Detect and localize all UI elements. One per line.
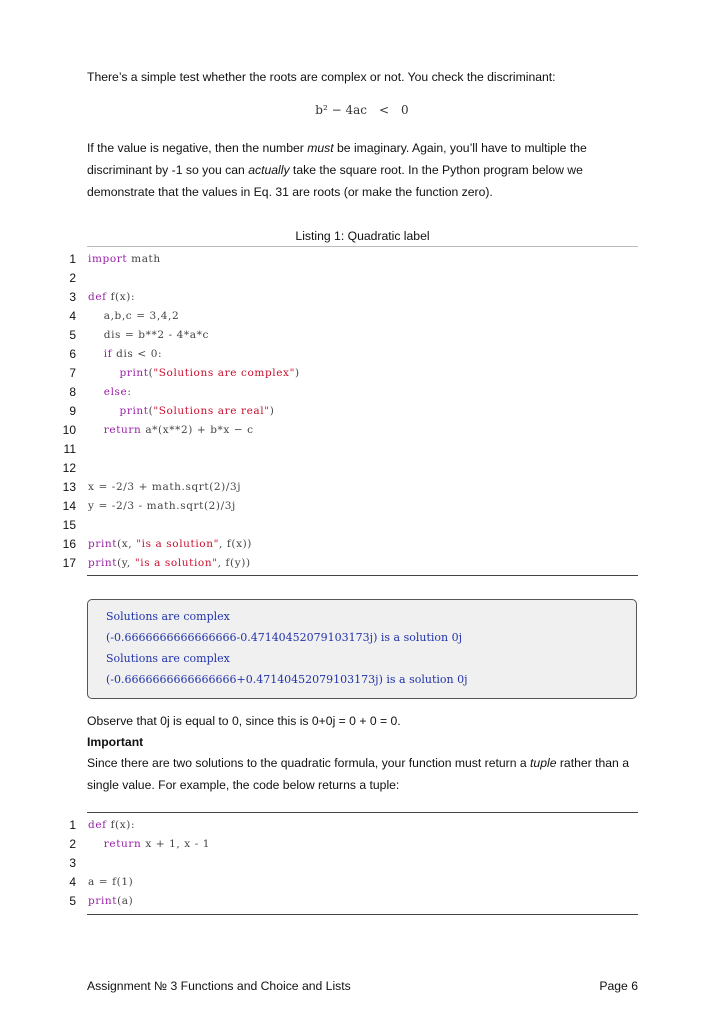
- code-text: print(x, "is a solution", f(x)): [88, 538, 253, 550]
- line-number: 6: [69, 347, 76, 361]
- code-text: def f(x):: [88, 291, 136, 303]
- code-line: [0, 816, 724, 835]
- line-number: 14: [62, 499, 76, 513]
- formula-operator: <: [378, 103, 390, 117]
- para-text: take the square root. In the Python program below we demonstrate that the values in Eq. 31 are roots (or make the function zero).: [87, 163, 583, 199]
- line-number: 3: [69, 290, 76, 304]
- code-text: if dis < 0:: [103, 348, 163, 360]
- formula-rhs: 0: [401, 103, 409, 117]
- explanation-paragraph: [87, 137, 638, 203]
- code-line: [0, 307, 724, 326]
- line-number: 17: [62, 556, 76, 570]
- code-text: else:: [103, 386, 132, 398]
- listing2-bottom-rule: [87, 914, 638, 915]
- line-number: 9: [69, 404, 76, 418]
- page-number: Page 6: [599, 979, 638, 993]
- code-text: return a*(x**2) + b*x − c: [103, 424, 254, 436]
- line-number: 12: [62, 461, 76, 475]
- observe-paragraph: Observe that 0j is equal to 0, since this is 0+0j = 0 + 0 = 0.: [87, 714, 401, 728]
- discriminant-formula: [0, 103, 724, 117]
- code-line: [0, 250, 724, 269]
- emphasis-actually: actually: [248, 163, 290, 177]
- code-line: [0, 326, 724, 345]
- emphasis-must: must: [307, 141, 334, 155]
- code-text: import math: [88, 253, 161, 265]
- line-number: 16: [62, 537, 76, 551]
- code-line: [0, 478, 724, 497]
- emphasis-tuple: tuple: [530, 756, 557, 770]
- listing-bottom-rule: [87, 575, 638, 576]
- code-line: [0, 364, 724, 383]
- output-line: (-0.6666666666666666+0.47140452079103173j) is a solution 0j: [106, 673, 468, 686]
- code-text: return x + 1, x - 1: [103, 838, 211, 850]
- code-line: [0, 554, 724, 573]
- code-text: a,b,c = 3,4,2: [88, 310, 180, 322]
- output-box: [87, 599, 637, 699]
- code-text: print(y, "is a solution", f(y)): [88, 557, 251, 569]
- listing-top-rule: [87, 246, 638, 247]
- code-line: [0, 892, 724, 911]
- line-number: 11: [63, 442, 76, 456]
- code-line: [0, 345, 724, 364]
- para-text: If the value is negative, then the number: [87, 141, 308, 155]
- line-number: 3: [69, 856, 76, 870]
- code-line: [0, 440, 724, 459]
- line-number: 1: [69, 252, 76, 266]
- code-text: def f(x):: [88, 819, 136, 831]
- code-line: [0, 402, 724, 421]
- code-line: [0, 516, 724, 535]
- line-number: 8: [69, 385, 76, 399]
- code-text: print(a): [88, 895, 134, 907]
- line-number: 2: [69, 271, 76, 285]
- para-text: Since there are two solutions to the quadratic formula, your function must return a: [87, 756, 531, 770]
- code-text: print("Solutions are real"): [119, 405, 275, 417]
- important-heading: Important: [87, 735, 144, 749]
- code-text: dis = b**2 - 4*a*c: [88, 329, 209, 341]
- code-line: [0, 854, 724, 873]
- formula-lhs: b² − 4ac: [315, 103, 367, 117]
- important-paragraph: [87, 752, 638, 796]
- code-text: y = -2/3 - math.sqrt(2)/3j: [88, 500, 236, 512]
- code-line: [0, 288, 724, 307]
- para-text: be imaginary. Again, you’ll have to multiple the discriminant by -1 so you can: [87, 141, 587, 177]
- line-number: 1: [69, 818, 76, 832]
- line-number: 10: [62, 423, 76, 437]
- line-number: 5: [69, 328, 76, 342]
- para-text: rather than a single value. For example, the code below returns a tuple:: [87, 756, 629, 792]
- code-line: [0, 835, 724, 854]
- code-line: [0, 383, 724, 402]
- code-line: [0, 269, 724, 288]
- code-text: a = f(1): [88, 876, 134, 888]
- line-number: 15: [62, 518, 76, 532]
- line-number: 5: [69, 894, 76, 908]
- listing-caption: Listing 1: Quadratic label: [295, 229, 430, 243]
- listing2-top-rule: [87, 812, 638, 813]
- code-line: [0, 535, 724, 554]
- output-line: (-0.6666666666666666-0.47140452079103173j) is a solution 0j: [106, 631, 463, 644]
- output-line: Solutions are complex: [106, 652, 230, 665]
- line-number: 4: [69, 309, 76, 323]
- line-number: 2: [69, 837, 76, 851]
- code-text: print("Solutions are complex"): [119, 367, 300, 379]
- code-line: [0, 421, 724, 440]
- code-line: [0, 873, 724, 892]
- footer-title: Assignment № 3 Functions and Choice and Lists: [87, 979, 351, 993]
- intro-paragraph: There’s a simple test whether the roots are complex or not. You check the discriminant:: [87, 70, 556, 84]
- line-number: 7: [69, 366, 76, 380]
- line-number: 4: [69, 875, 76, 889]
- code-line: [0, 497, 724, 516]
- output-line: Solutions are complex: [106, 610, 230, 623]
- line-number: 13: [62, 480, 76, 494]
- code-line: [0, 459, 724, 478]
- code-text: x = -2/3 + math.sqrt(2)/3j: [88, 481, 242, 493]
